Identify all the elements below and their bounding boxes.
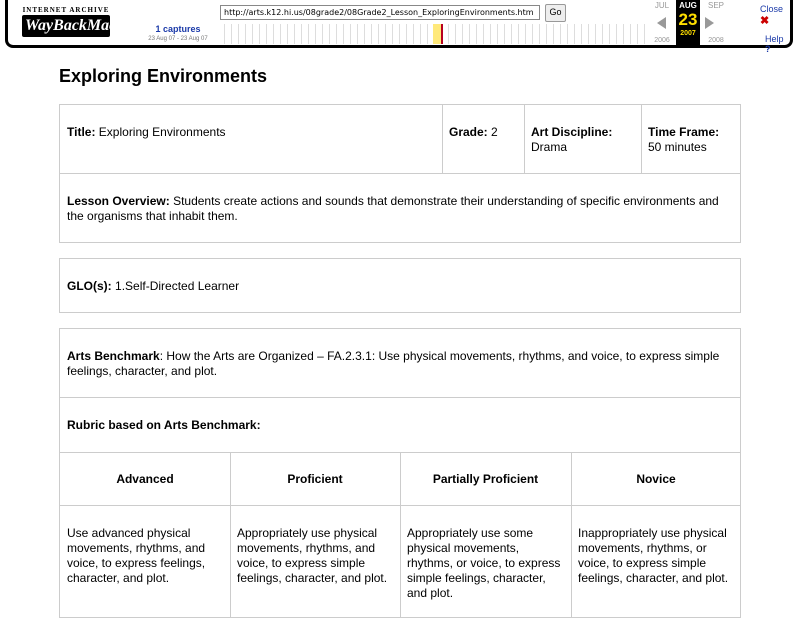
calendar-nav	[648, 0, 728, 48]
current-day: 23	[678, 10, 698, 29]
rubric-desc-proficient: Appropriately use physical movements, rhythms, and voice, to express simple feelings, character, and plot.	[237, 526, 388, 585]
help-label: Help	[765, 34, 784, 44]
logo-main-text: WayBackMachine	[22, 15, 110, 37]
next-year[interactable]: 2008	[708, 37, 724, 44]
grade-value: 2	[491, 125, 498, 139]
captures-link[interactable]: 1 captures	[155, 24, 201, 34]
timeframe-cell	[641, 125, 741, 155]
overview-cell	[60, 194, 740, 224]
rubric-desc-partially-proficient: Appropriately use some physical movements, rhythms, or voice, to express simple feelings, character, and plot.	[407, 526, 561, 600]
rubric-level-partially-proficient: Partially Proficient	[432, 472, 539, 486]
benchmark-label: Arts Benchmark	[67, 349, 160, 363]
next-arrow-icon[interactable]	[705, 17, 714, 29]
help-icon: ?	[765, 44, 771, 54]
page-title: Exploring Environments	[59, 66, 268, 86]
benchmark-table	[59, 328, 741, 618]
prev-month[interactable]: JUL	[654, 1, 670, 10]
title-label: Title:	[67, 125, 96, 139]
go-button[interactable]: Go	[545, 4, 566, 22]
logo-top-text: INTERNET ARCHIVE	[22, 6, 110, 14]
glo-table	[59, 258, 741, 313]
glo-value: 1.Self-Directed Learner	[115, 279, 240, 293]
lesson-info-table	[59, 104, 741, 243]
benchmark-cell	[60, 349, 740, 379]
current-month: AUG	[679, 1, 697, 10]
discipline-cell	[524, 125, 641, 155]
timeframe-label: Time Frame:	[648, 125, 720, 139]
timeframe-value: 50 minutes	[648, 140, 707, 154]
rubric-level-novice: Novice	[636, 472, 676, 486]
current-year: 2007	[680, 30, 696, 37]
rubric-desc-advanced: Use advanced physical movements, rhythms, and voice, to express feelings, character, and plot.	[67, 526, 206, 585]
title-value: Exploring Environments	[98, 125, 226, 139]
rubric-desc-novice: Inappropriately use physical movements, rhythms, or voice, to express simple feelings, character, and plot.	[578, 526, 729, 585]
help-button[interactable]	[765, 34, 790, 54]
close-button[interactable]	[760, 4, 790, 27]
prev-arrow-icon[interactable]	[657, 17, 666, 29]
glo-label: GLO(s):	[67, 279, 112, 293]
grade-label: Grade:	[449, 125, 488, 139]
close-label: Close	[760, 4, 784, 14]
grade-cell	[442, 125, 524, 140]
discipline-label: Art Discipline:	[531, 125, 613, 139]
rubric-level-proficient: Proficient	[287, 472, 343, 486]
timeline-capture-mark[interactable]	[441, 24, 443, 44]
prev-year[interactable]: 2006	[654, 37, 670, 44]
url-input[interactable]: http://arts.k12.hi.us/08grade2/08Grade2_Lesson_ExploringEnvironments.htm	[220, 5, 540, 20]
benchmark-value: : How the Arts are Organized – FA.2.3.1: Use physical movements, rhythms, and voice, to express simple feelings, character, and plot.	[67, 349, 720, 378]
captures-range: 23 Aug 07 - 23 Aug 07	[148, 36, 208, 42]
close-icon: ✖	[760, 15, 770, 27]
rubric-level-advanced: Advanced	[116, 472, 174, 486]
capture-timeline[interactable]	[218, 24, 648, 44]
wayback-logo[interactable]	[22, 6, 146, 42]
overview-label: Lesson Overview:	[67, 194, 170, 208]
current-date	[676, 0, 700, 45]
discipline-value: Drama	[531, 140, 568, 154]
captures-info	[140, 24, 216, 42]
rubric-label: Rubric based on Arts Benchmark:	[67, 418, 261, 432]
next-month[interactable]: SEP	[707, 1, 724, 10]
wayback-toolbar	[5, 0, 793, 54]
title-cell	[60, 125, 442, 140]
glo-cell	[60, 279, 740, 294]
overview-value: Students create actions and sounds that demonstrate their understanding of specific environments and the organisms that inhabit them.	[67, 194, 719, 223]
